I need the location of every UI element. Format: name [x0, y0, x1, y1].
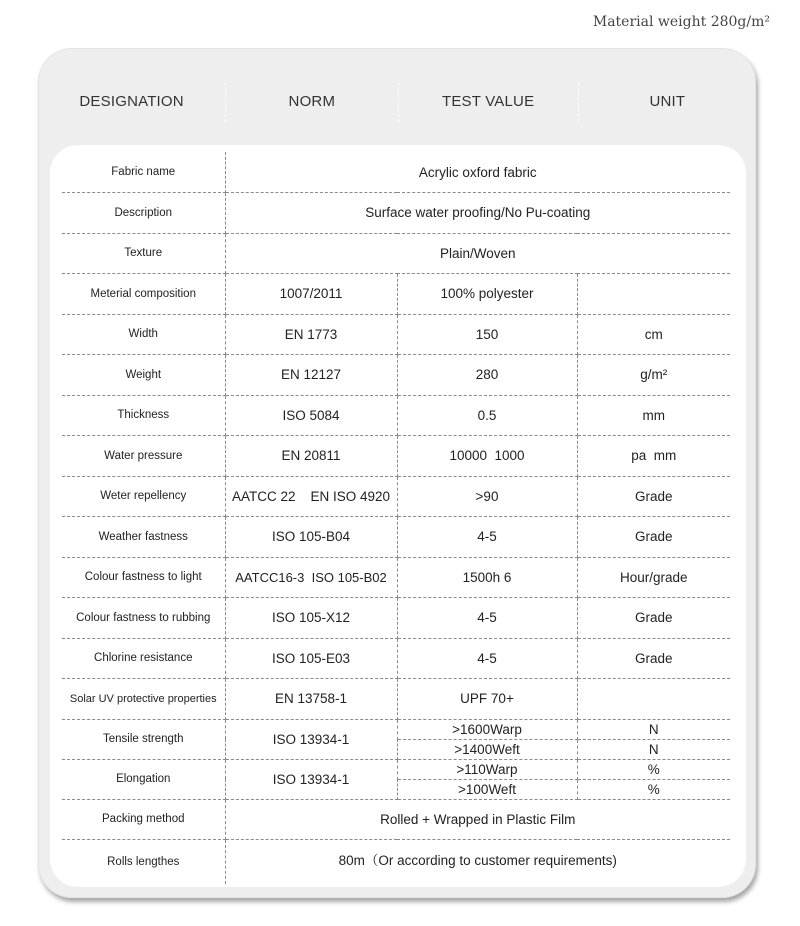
- row-test-value: 0.5: [397, 395, 577, 436]
- row-test-value-weft: >100Weft: [397, 779, 577, 799]
- header-designation: DESIGNATION: [79, 93, 184, 110]
- table-row-water-pressure: [62, 436, 730, 477]
- table-row-water-repellency: [62, 476, 730, 517]
- row-norm: ISO 105-X12: [225, 598, 397, 639]
- row-test-value: 280: [397, 355, 577, 396]
- row-norm: ISO 5084: [225, 395, 397, 436]
- row-label: Chlorine resistance: [62, 638, 225, 679]
- table-row-tensile-strength: [62, 719, 730, 739]
- row-norm: ISO 13934-1: [225, 759, 397, 799]
- row-unit-warp: N: [577, 719, 730, 739]
- row-test-value-warp: >110Warp: [397, 759, 577, 779]
- row-norm: ISO 105-B04: [225, 517, 397, 558]
- row-label: Weight: [62, 355, 225, 396]
- row-unit-weft: N: [577, 739, 730, 759]
- table-row-weight: [62, 355, 730, 396]
- row-value: Plain/Woven: [225, 233, 730, 274]
- table-row-colour-fastness-light: [62, 557, 730, 598]
- row-unit: Grade: [577, 517, 730, 558]
- row-norm: EN 12127: [225, 355, 397, 396]
- row-label: Packing method: [62, 799, 225, 840]
- row-label: Thickness: [62, 395, 225, 436]
- table-row-composition: [62, 274, 730, 315]
- row-test-value: 1500h 6: [397, 557, 577, 598]
- header-unit: UNIT: [578, 82, 756, 122]
- table-row-elongation: [62, 759, 730, 779]
- row-test-value: UPF 70+: [397, 679, 577, 720]
- row-test-value: >90: [397, 476, 577, 517]
- row-test-value: 4-5: [397, 517, 577, 558]
- row-test-value-weft: >1400Weft: [397, 739, 577, 759]
- row-label: Weter repellency: [62, 476, 225, 517]
- row-test-value: 10000 1000: [397, 436, 577, 477]
- table-row-weather-fastness: [62, 517, 730, 558]
- table-row-roll-length: [62, 840, 730, 884]
- table-row-texture: [62, 233, 730, 274]
- row-unit-warp: %: [577, 759, 730, 779]
- table-row-fabric-name: [62, 152, 730, 193]
- row-label: Tensile strength: [62, 719, 225, 759]
- table-row-width: [62, 314, 730, 355]
- row-value: Rolled + Wrapped in Plastic Film: [225, 799, 730, 840]
- row-unit: cm: [577, 314, 730, 355]
- row-norm: AATCC 22 EN ISO 4920: [225, 476, 397, 517]
- table-row-packing-method: [62, 799, 730, 840]
- row-norm: EN 13758-1: [225, 679, 397, 720]
- table-row-chlorine-resistance: [62, 638, 730, 679]
- row-unit: mm: [577, 395, 730, 436]
- spec-card: [38, 48, 756, 898]
- row-label: Meterial composition: [62, 274, 225, 315]
- row-label: Water pressure: [62, 436, 225, 477]
- row-norm: EN 1773: [225, 314, 397, 355]
- row-norm: AATCC16-3 ISO 105-B02: [225, 557, 397, 598]
- header-test-value: TEST VALUE: [398, 82, 578, 122]
- row-unit: [577, 679, 730, 720]
- row-unit: Grade: [577, 598, 730, 639]
- row-label: Colour fastness to light: [62, 557, 225, 598]
- row-label: Rolls lengthes: [62, 840, 225, 884]
- row-unit: Hour/grade: [577, 557, 730, 598]
- row-label: Texture: [62, 233, 225, 274]
- row-unit: Grade: [577, 476, 730, 517]
- row-label: Fabric name: [62, 152, 225, 193]
- row-unit: [577, 274, 730, 315]
- header-norm: NORM: [225, 82, 397, 122]
- row-test-value-warp: >1600Warp: [397, 719, 577, 739]
- spec-table-panel: [50, 145, 746, 887]
- row-test-value: 150: [397, 314, 577, 355]
- row-norm: ISO 13934-1: [225, 719, 397, 759]
- row-value: 80m（Or according to customer requirements): [225, 840, 730, 884]
- row-unit: g/m²: [577, 355, 730, 396]
- row-unit: Grade: [577, 638, 730, 679]
- table-header: [38, 48, 756, 156]
- row-value: Surface water proofing/No Pu-coating: [225, 193, 730, 234]
- table-row-solar-uv: [62, 679, 730, 720]
- row-label: Description: [62, 193, 225, 234]
- row-test-value: 4-5: [397, 638, 577, 679]
- row-label: Width: [62, 314, 225, 355]
- spec-table: [62, 152, 730, 884]
- row-label: Solar UV protective properties: [62, 679, 225, 720]
- row-label: Colour fastness to rubbing: [62, 598, 225, 639]
- row-unit: pa mm: [577, 436, 730, 477]
- row-value: Acrylic oxford fabric: [225, 152, 730, 193]
- row-unit-weft: %: [577, 779, 730, 799]
- table-row-colour-fastness-rubbing: [62, 598, 730, 639]
- row-norm: EN 20811: [225, 436, 397, 477]
- row-label: Weather fastness: [62, 517, 225, 558]
- row-test-value: 100% polyester: [397, 274, 577, 315]
- table-row-thickness: [62, 395, 730, 436]
- table-row-description: [62, 193, 730, 234]
- row-test-value: 4-5: [397, 598, 577, 639]
- material-weight-note: Material weight 280g/m²: [592, 14, 770, 30]
- row-norm: ISO 105-E03: [225, 638, 397, 679]
- row-norm: 1007/2011: [225, 274, 397, 315]
- row-label: Elongation: [62, 759, 225, 799]
